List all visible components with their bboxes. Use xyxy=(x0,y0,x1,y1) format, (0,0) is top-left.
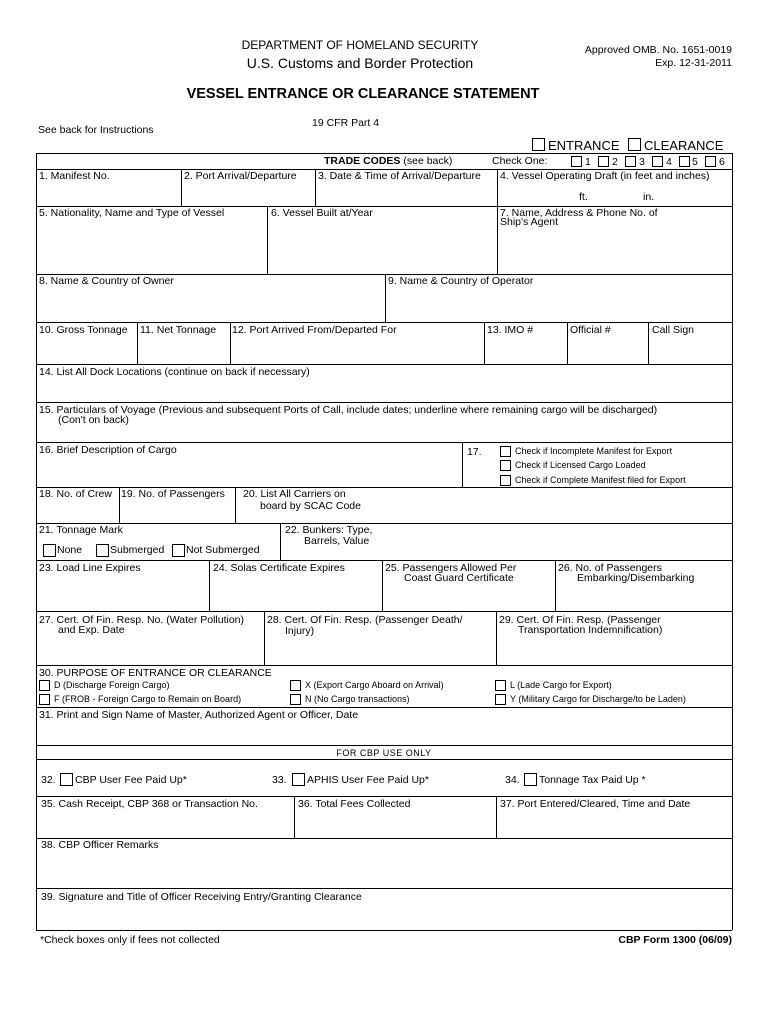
solas-certificate-label: 24. Solas Certificate Expires xyxy=(213,562,345,574)
water-pollution-cert-label-line2: and Exp. Date xyxy=(58,624,125,636)
row-divider xyxy=(36,745,732,746)
col-divider xyxy=(264,611,265,665)
purpose-n-label: N (No Cargo transactions) xyxy=(305,694,410,704)
col-divider xyxy=(462,442,463,487)
trade-code-6-label: 6 xyxy=(719,156,725,168)
entrance-label: ENTRANCE xyxy=(548,138,620,153)
draft-feet-unit: ft. xyxy=(579,191,588,203)
incomplete-manifest-label: Check if Incomplete Manifest for Export xyxy=(515,446,673,456)
cfr-reference: 19 CFR Part 4 xyxy=(312,117,380,129)
field-34-number: 34. xyxy=(505,774,520,786)
col-divider xyxy=(382,560,383,611)
passenger-death-cert-label: 28. Cert. Of Fin. Resp. (Passenger Death/ xyxy=(267,614,463,626)
tonnage-not-submerged-checkbox[interactable] xyxy=(172,544,185,557)
col-divider xyxy=(555,560,556,611)
trade-code-4-checkbox[interactable] xyxy=(652,156,663,167)
passengers-allowed-label: 25. Passengers Allowed Per xyxy=(385,562,517,574)
col-divider xyxy=(385,274,386,322)
passengers-allowed-label-line2: Coast Guard Certificate xyxy=(404,572,514,584)
col-divider xyxy=(230,322,231,364)
complete-manifest-checkbox[interactable] xyxy=(500,475,511,486)
transport-indemnification-label-line2: Transportation Indemnification) xyxy=(518,624,663,636)
col-divider xyxy=(119,487,120,523)
passenger-count-label: 19. No. of Passengers xyxy=(121,488,225,500)
trade-code-3-checkbox[interactable] xyxy=(625,156,636,167)
master-signature-label: 31. Print and Sign Name of Master, Authorized Agent or Officer, Date xyxy=(39,709,359,721)
crew-count-label: 18. No. of Crew xyxy=(39,488,112,500)
officer-signature-label: 39. Signature and Title of Officer Receiving Entry/Granting Clearance xyxy=(41,891,362,903)
row-divider xyxy=(36,665,732,666)
voyage-continued-note: (Con't on back) xyxy=(58,414,129,426)
cbp-use-only-header: FOR CBP USE ONLY xyxy=(336,748,432,758)
purpose-l-checkbox[interactable] xyxy=(495,680,506,691)
incomplete-manifest-checkbox[interactable] xyxy=(500,446,511,457)
col-divider xyxy=(497,206,498,274)
vessel-nationality-label: 5. Nationality, Name and Type of Vessel xyxy=(39,207,225,219)
row-divider xyxy=(36,364,732,365)
purpose-f-label: F (FROB - Foreign Cargo to Remain on Board) xyxy=(54,694,242,704)
purpose-y-checkbox[interactable] xyxy=(495,694,506,705)
draft-inches-unit: in. xyxy=(643,191,655,203)
purpose-label: 30. PURPOSE OF ENTRANCE OR CLEARANCE xyxy=(39,667,272,679)
transport-indemnification-label: 29. Cert. Of Fin. Resp. (Passenger xyxy=(499,614,661,626)
col-divider xyxy=(181,169,182,206)
field-32-number: 32. xyxy=(41,774,56,786)
aphis-user-fee-label: APHIS User Fee Paid Up* xyxy=(307,774,429,786)
trade-code-2-label: 2 xyxy=(612,156,618,168)
bunkers-label-line2: Barrels, Value xyxy=(304,535,370,547)
col-divider xyxy=(496,796,497,838)
row-divider xyxy=(36,759,732,760)
department-name: DEPARTMENT OF HOMELAND SECURITY xyxy=(241,38,479,52)
omb-number: Approved OMB. No. 1651-0019 xyxy=(584,44,732,56)
col-divider xyxy=(137,322,138,364)
purpose-f-checkbox[interactable] xyxy=(39,694,50,705)
net-tonnage-label: 11. Net Tonnage xyxy=(140,324,217,336)
col-divider xyxy=(235,487,236,523)
trade-code-2-checkbox[interactable] xyxy=(598,156,609,167)
vessel-built-label: 6. Vessel Built at/Year xyxy=(271,207,373,219)
carriers-scac-label: board by SCAC Code xyxy=(260,500,361,512)
voyage-particulars-label: 15. Particulars of Voyage (Previous and subsequent Ports of Call, include dates; underline where remaining cargo will be discharged) xyxy=(39,404,658,416)
fees-footnote: *Check boxes only if fees not collected xyxy=(40,934,220,946)
trade-codes-title: TRADE CODES xyxy=(324,155,401,167)
tonnage-not-submerged-label: Not Submerged xyxy=(186,544,260,556)
col-divider xyxy=(294,796,295,838)
col-divider xyxy=(497,169,498,206)
trade-code-5-checkbox[interactable] xyxy=(679,156,690,167)
form-left-border xyxy=(36,153,37,930)
expiration-date: Exp. 12-31-2011 xyxy=(655,57,732,69)
row-divider xyxy=(36,707,732,708)
complete-manifest-label: Check if Complete Manifest filed for Export xyxy=(515,475,686,485)
field-17-label: 17. xyxy=(467,446,482,458)
ship-agent-label: 7. Name, Address & Phone No. of xyxy=(500,207,658,219)
tonnage-submerged-checkbox[interactable] xyxy=(96,544,109,557)
cargo-description-label: 16. Brief Description of Cargo xyxy=(39,444,177,456)
col-divider xyxy=(496,611,497,665)
trade-codes-label xyxy=(324,156,452,167)
port-entered-label: 37. Port Entered/Cleared, Time and Date xyxy=(500,798,691,810)
row-divider xyxy=(36,523,732,524)
purpose-x-checkbox[interactable] xyxy=(290,680,301,691)
carriers-label: 20. List All Carriers on xyxy=(243,488,346,500)
operator-label: 9. Name & Country of Operator xyxy=(388,275,534,287)
form-bottom-border xyxy=(36,930,732,931)
call-sign-label: Call Sign xyxy=(652,324,695,336)
port-arrived-from-label: 12. Port Arrived From/Departed For xyxy=(232,324,397,336)
trade-code-3-label: 3 xyxy=(639,156,645,168)
cbp-user-fee-checkbox[interactable] xyxy=(60,773,73,786)
form-top-border xyxy=(36,153,732,154)
row-divider xyxy=(36,442,732,443)
row-divider xyxy=(36,796,732,797)
ship-agent-label-text: Ship's Agent xyxy=(500,216,559,228)
col-divider xyxy=(267,206,268,274)
officer-remarks-label: 38. CBP Officer Remarks xyxy=(41,839,159,851)
col-divider xyxy=(567,322,568,364)
row-divider xyxy=(36,402,732,403)
form-right-border xyxy=(732,153,733,930)
row-divider xyxy=(36,560,732,561)
manifest-no-label: 1. Manifest No. xyxy=(39,170,110,182)
tonnage-tax-label: Tonnage Tax Paid Up * xyxy=(539,774,646,786)
instructions-note: See back for Instructions xyxy=(38,124,154,136)
form-title: VESSEL ENTRANCE OR CLEARANCE STATEMENT xyxy=(186,86,540,102)
field-33-number: 33. xyxy=(272,774,287,786)
tonnage-none-label: None xyxy=(57,544,83,556)
dock-locations-label: 14. List All Dock Locations (continue on back if necessary) xyxy=(39,366,310,378)
tonnage-tax-checkbox[interactable] xyxy=(524,773,537,786)
gross-tonnage-label: 10. Gross Tonnage xyxy=(39,324,128,336)
arrival-datetime-label: 3. Date & Time of Arrival/Departure xyxy=(318,170,481,182)
trade-code-1-checkbox[interactable] xyxy=(571,156,582,167)
purpose-n-checkbox[interactable] xyxy=(290,694,301,705)
passengers-embarking-label: 26. No. of Passengers xyxy=(558,562,662,574)
trade-code-1-label: 1 xyxy=(585,156,591,168)
total-fees-label: 36. Total Fees Collected xyxy=(298,798,411,810)
clearance-checkbox[interactable] xyxy=(628,138,641,151)
trade-code-6-checkbox[interactable] xyxy=(705,156,716,167)
imo-label: 13. IMO # xyxy=(487,324,534,336)
ship-agent-label-line2 xyxy=(500,217,558,228)
official-number-label: Official # xyxy=(570,324,611,336)
purpose-x-label: X (Export Cargo Aboard on Arrival) xyxy=(305,680,444,690)
licensed-cargo-checkbox[interactable] xyxy=(500,460,511,471)
agency-name: U.S. Customs and Border Protection xyxy=(246,55,474,71)
row-divider xyxy=(36,611,732,612)
port-arrival-label: 2. Port Arrival/Departure xyxy=(184,170,297,182)
tonnage-none-checkbox[interactable] xyxy=(43,544,56,557)
trade-codes-see-back: (see back) xyxy=(403,155,453,167)
entrance-checkbox[interactable] xyxy=(532,138,545,151)
col-divider xyxy=(209,560,210,611)
tonnage-submerged-label: Submerged xyxy=(110,544,165,556)
form-number: CBP Form 1300 (06/09) xyxy=(618,934,732,946)
tonnage-mark-label: 21. Tonnage Mark xyxy=(39,524,123,536)
aphis-user-fee-checkbox[interactable] xyxy=(292,773,305,786)
trade-code-4-label: 4 xyxy=(666,156,672,168)
row-divider xyxy=(36,888,732,889)
purpose-l-label: L (Lade Cargo for Export) xyxy=(510,680,612,690)
operating-draft-label: 4. Vessel Operating Draft (in feet and inches) xyxy=(500,170,710,182)
col-divider xyxy=(315,169,316,206)
purpose-y-label: Y (Military Cargo for Discharge/to be Laden) xyxy=(510,694,686,704)
clearance-label: CLEARANCE xyxy=(644,138,724,153)
passenger-death-cert-label-line2: Injury) xyxy=(285,625,315,637)
purpose-d-label: D (Discharge Foreign Cargo) xyxy=(54,680,170,690)
cash-receipt-label: 35. Cash Receipt, CBP 368 or Transaction No. xyxy=(41,798,258,810)
trade-code-5-label: 5 xyxy=(692,156,698,168)
bunkers-label: 22. Bunkers: Type, xyxy=(285,524,373,536)
purpose-d-checkbox[interactable] xyxy=(39,680,50,691)
col-divider xyxy=(648,322,649,364)
water-pollution-cert-label: 27. Cert. Of Fin. Resp. No. (Water Pollution) xyxy=(39,614,245,626)
load-line-label: 23. Load Line Expires xyxy=(39,562,141,574)
check-one-label: Check One: xyxy=(492,155,548,167)
row-divider xyxy=(36,322,732,323)
col-divider xyxy=(280,523,281,560)
licensed-cargo-label: Check if Licensed Cargo Loaded xyxy=(515,460,646,470)
passengers-embarking-label-line2: Embarking/Disembarking xyxy=(577,572,695,584)
col-divider xyxy=(484,322,485,364)
cbp-user-fee-label: CBP User Fee Paid Up* xyxy=(75,774,187,786)
owner-label: 8. Name & Country of Owner xyxy=(39,275,174,287)
